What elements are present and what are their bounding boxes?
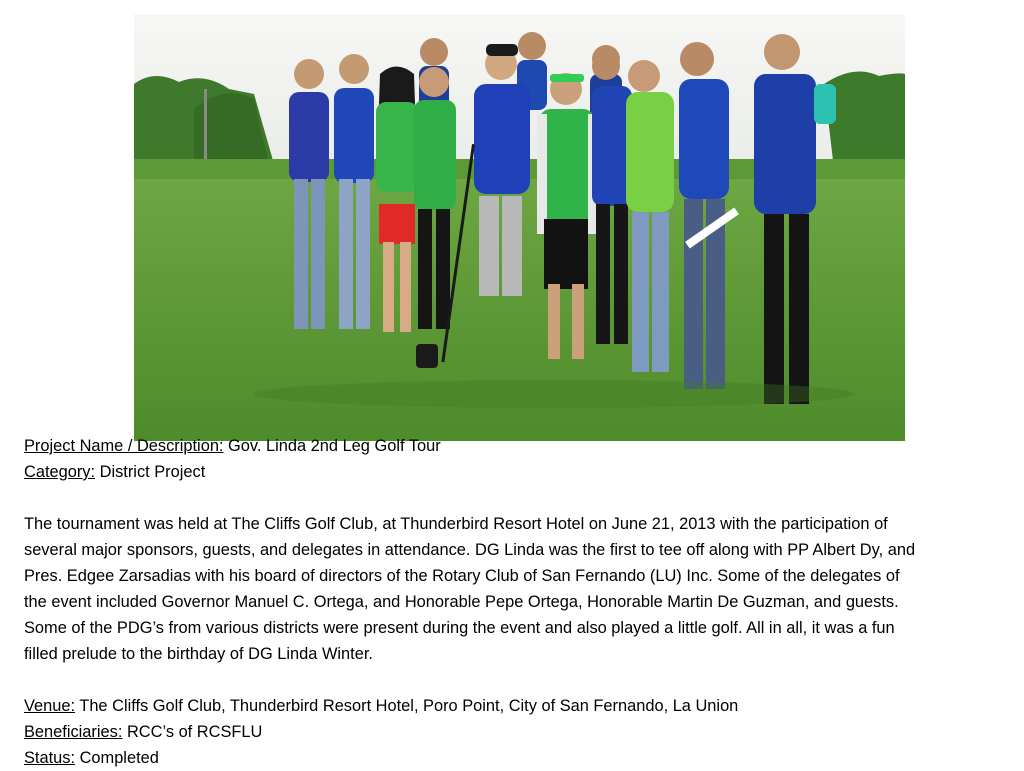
group-photo xyxy=(134,14,905,441)
project-name-value: Gov. Linda 2nd Leg Golf Tour xyxy=(223,437,441,455)
project-details xyxy=(24,433,1014,771)
description-line: several major sponsors, guests, and delegates in attendance. DG Linda was the first to tee off along with PP Albert Dy, and xyxy=(24,541,916,559)
category-value: District Project xyxy=(95,463,206,481)
description-line: The tournament was held at The Cliffs Golf Club, at Thunderbird Resort Hotel on June 21, 2013 with the participation of xyxy=(24,515,888,533)
project-name-label: Project Name / Description: xyxy=(24,437,224,455)
status-label: Status: xyxy=(24,749,76,767)
description-line: filled prelude to the birthday of DG Linda Winter. xyxy=(24,645,373,663)
venue-value: The Cliffs Golf Club, Thunderbird Resort Hotel, Poro Point, City of San Fernando, La Union xyxy=(75,697,739,715)
group-photo-image xyxy=(134,14,905,441)
status-row xyxy=(24,745,1014,771)
spacer xyxy=(24,485,1014,511)
spacer xyxy=(24,667,1014,693)
beneficiaries-label: Beneficiaries: xyxy=(24,723,123,741)
category-label: Category: xyxy=(24,463,96,481)
description-line: Pres. Edgee Zarsadias with his board of directors of the Rotary Club of San Fernando (LU) Inc. Some of the delegates of xyxy=(24,567,900,585)
venue-row xyxy=(24,693,1014,719)
description-line: the event included Governor Manuel C. Ortega, and Honorable Pepe Ortega, Honorable Martin De Guzman, and guests. xyxy=(24,593,899,611)
category-row xyxy=(24,459,1014,485)
venue-label: Venue: xyxy=(24,697,76,715)
project-name-row xyxy=(24,433,1014,459)
description-line: Some of the PDG’s from various districts were present during the event and also played a little golf. All in all, it was a fun xyxy=(24,619,895,637)
beneficiaries-value: RCC’s of RCSFLU xyxy=(122,723,263,741)
status-value: Completed xyxy=(75,749,159,767)
beneficiaries-row xyxy=(24,719,1014,745)
